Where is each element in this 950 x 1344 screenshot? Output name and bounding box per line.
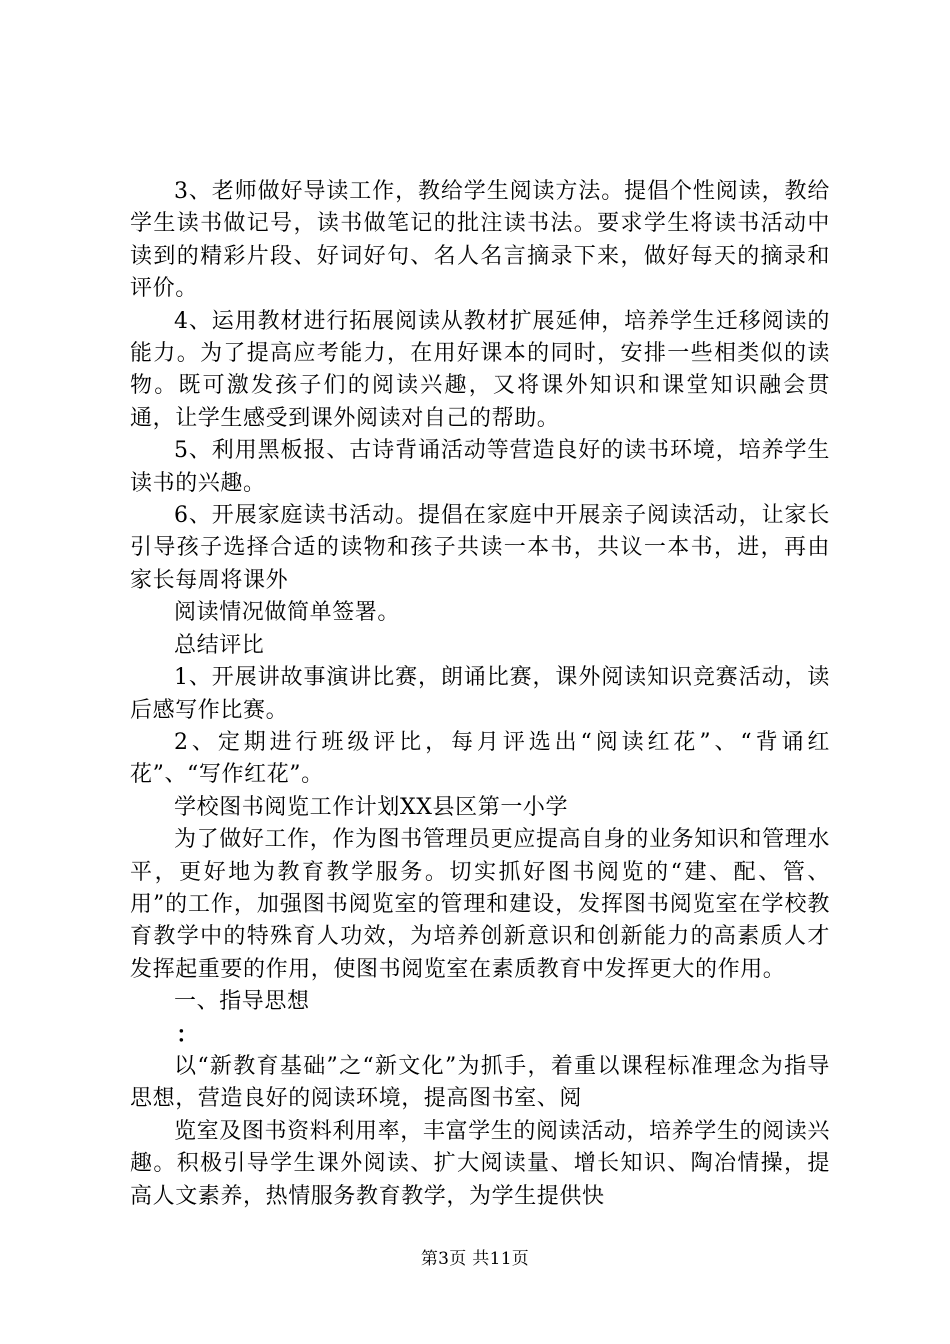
document-title: 学校图书阅览工作计划XX县区第一小学	[174, 794, 569, 820]
stray-colon: ：	[176, 1021, 199, 1048]
paragraph-3-guided-reading: 3、老师做好导读工作，教给学生阅读方法。提倡个性阅读，教给学生读书做记号，读书做笔记的批注读书法。要求学生将读书活动中读到的精彩片段、好词好句、名人名言摘录下来，做好每天的摘录和评价。	[130, 179, 830, 302]
paragraph-6-family-reading: 6、开展家庭读书活动。提倡在家庭中开展亲子阅读活动，让家长引导孩子选择合适的读物和孩子共读一本书，共议一本书，进，再由家长每周将课外	[130, 503, 830, 593]
paragraph-4-extended-reading: 4、运用教材进行拓展阅读从教材扩展延伸，培养学生迁移阅读的能力。为了提高应考能力，在用好课本的同时，安排一些相类似的读物。既可激发孩子们的阅读兴趣，又将课外知识和课堂知识融会贯通，让学生感受到课外阅读对自己的帮助。	[130, 308, 830, 431]
section-heading-summary: 总结评比	[174, 632, 265, 658]
paragraph-1-competitions: 1、开展讲故事演讲比赛，朗诵比赛，课外阅读知识竞赛活动，读后感写作比赛。	[130, 665, 830, 723]
paragraph-2-class-evaluation: 2、定期进行班级评比，每月评选出“阅读红花”、“背诵红花”、“写作红花”。	[130, 729, 830, 788]
paragraph-guiding-thought-2: 览室及图书资料利用率，丰富学生的阅读活动，培养学生的阅读兴趣。积极引导学生课外阅读、扩大阅读量、增长知识、陶冶情操，提高人文素养，热情服务教育教学，为学生提供快	[130, 1118, 830, 1209]
section-heading-guiding-thought: 一、指导思想	[174, 989, 310, 1015]
document-body	[130, 176, 830, 1213]
paragraph-guiding-thought-1: 以“新教育基础”之“新文化”为抓手，着重以课程标准理念为指导思想，营造良好的阅读环境，提高图书室、阅	[130, 1053, 830, 1112]
page-number-footer: 第3页 共11页	[420, 1249, 530, 1269]
paragraph-intro: 为了做好工作，作为图书管理员更应提高自身的业务知识和管理水平，更好地为教育教学服务。切实抓好图书阅览的“建、配、管、用”的工作，加强图书阅览室的管理和建设，发挥图书阅览室在学校教育教学中的特殊育人功效，为培养创新意识和创新能力的高素质人才发挥起重要的作用，使图书阅览室在素质教育中发挥更大的作用。	[130, 827, 830, 982]
paragraph-reading-signoff: 阅读情况做简单签署。	[174, 600, 401, 626]
paragraph-5-reading-environment: 5、利用黑板报、古诗背诵活动等营造良好的读书环境，培养学生读书的兴趣。	[130, 438, 830, 496]
